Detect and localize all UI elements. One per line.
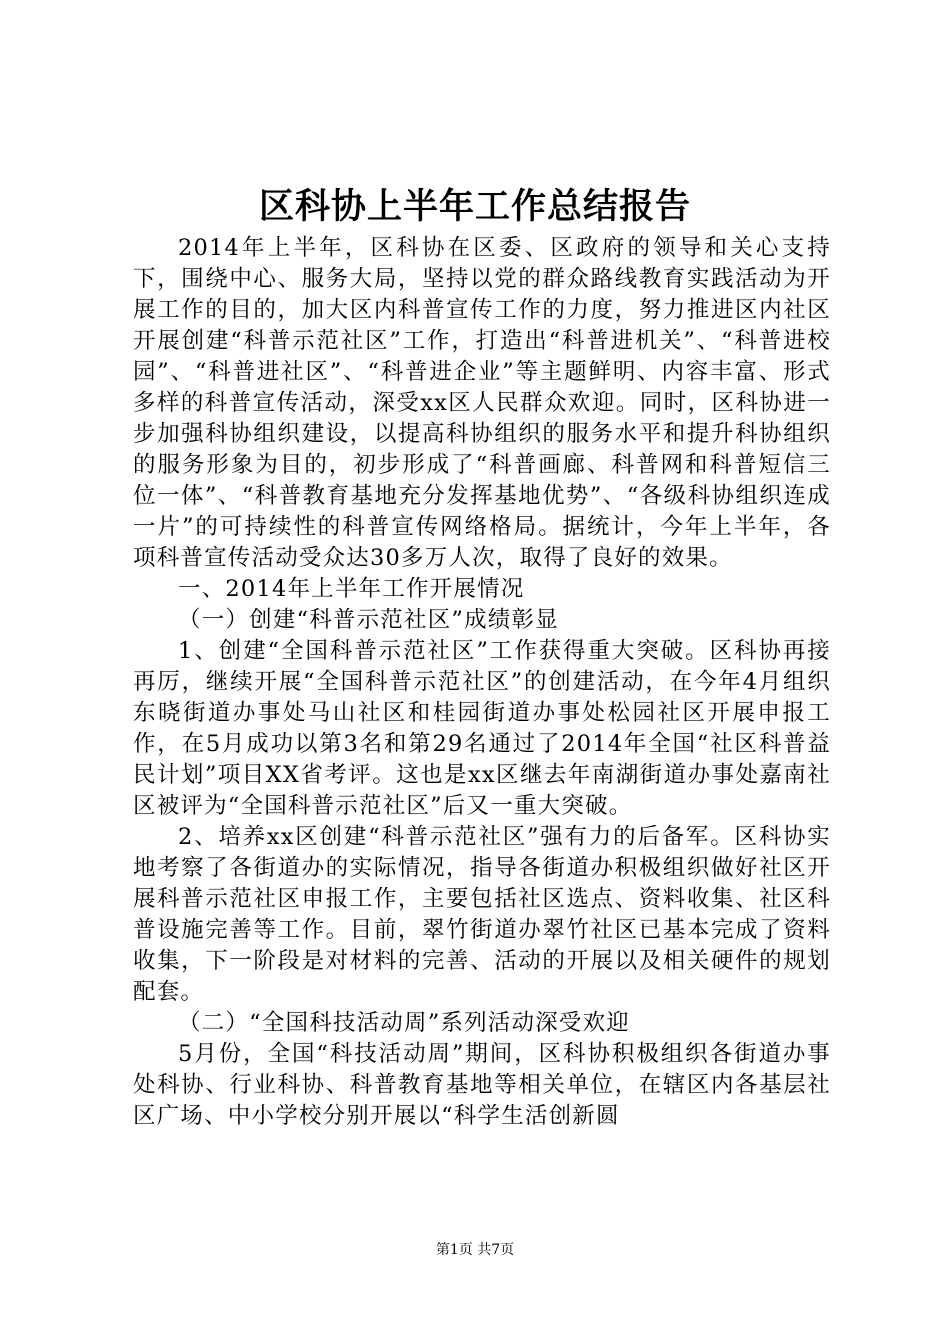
paragraph-item-2: 2、培养xx区创建“科普示范社区”强有力的后备军。区科协实地考察了各街道办的实际情况，指导各街道办积极组织做好社区开展科普示范社区申报工作，主要包括社区选点、资料收集、社区科普设施完善等工作。目前，翠竹街道办翠竹社区已基本完成了资料收集，下一阶段是对材料的完善、活动的开展以及相关硬件的规划配套。 <box>133 824 831 1005</box>
paragraph-intro: 2014年上半年，区科协在区委、区政府的领导和关心支持下，围绕中心、服务大局，坚持以党的群众路线教育实践活动为开展工作的目的，加大区内科普宣传工作的力度，努力推进区内社区开展创建“科普示范社区”工作，打造出“科普进机关”、“科普进校园”、“科普进社区”、“科普进企业”等主题鲜明、内容丰富、形式多样的科普宣传活动，深受xx区人民群众欢迎。同时，区科协进一步加强科协组织建设，以提高科协组织的服务水平和提升科协组织的服务形象为目的，初步形成了“科普画廊、科普网和科普短信三位一体”、“科普教育基地充分发挥基地优势”、“各级科协组织连成一片”的可持续性的科普宣传网络格局。据统计，今年上半年，各项科普宣传活动受众达30多万人次，取得了良好的效果。 <box>133 235 831 571</box>
page-footer: 第1页 共7页 <box>435 1242 515 1258</box>
subsection-heading-1: （一）创建“科普示范社区”成绩彰显 <box>178 607 559 633</box>
paragraph-item-1: 1、创建“全国科普示范社区”工作获得重大突破。区科协再接再厉，继续开展“全国科普示范社区”的创建活动，在今年4月组织东晓街道办事处马山社区和桂园街道办事处松园社区开展申报工作，在5月成功以第3名和第29名通过了2014年全国“社区科普益民计划”项目XX省考评。这也是xx区继去年南湖街道办事处嘉南社区被评为“全国科普示范社区”后又一重大突破。 <box>133 638 831 819</box>
document-title: 区科协上半年工作总结报告 <box>258 186 691 227</box>
paragraph-item-3: 5月份，全国“科技活动周”期间，区科协积极组织各街道办事处科协、行业科协、科普教育基地等相关单位，在辖区内各基层社区广场、中小学校分别开展以“科学生活创新圆 <box>133 1041 831 1129</box>
document-body <box>133 233 831 1132</box>
section-heading-1: 一、2014年上半年工作开展情况 <box>178 576 525 602</box>
subsection-heading-2: （二）“全国科技活动周”系列活动深受欢迎 <box>178 1010 631 1036</box>
